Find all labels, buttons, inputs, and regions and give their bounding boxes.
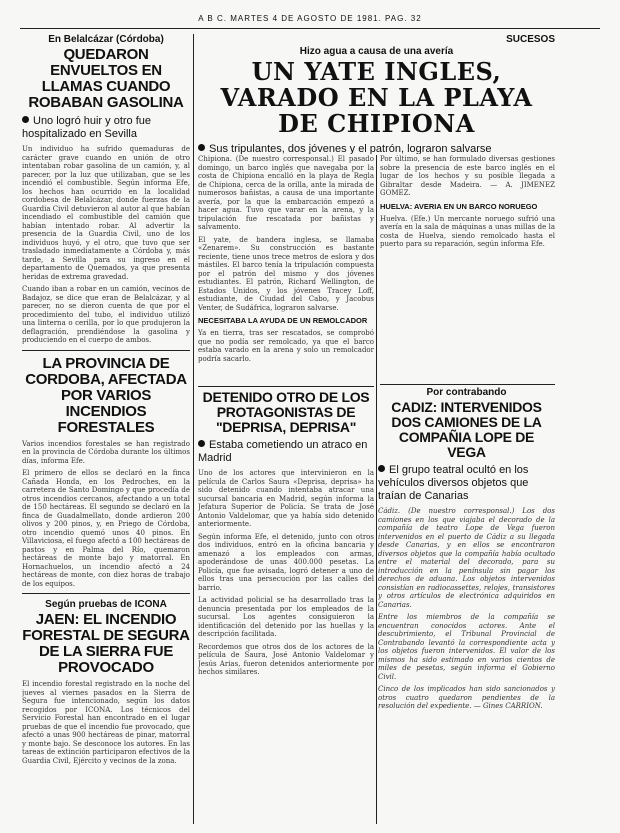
article-kicker: Según pruebas de ICONA xyxy=(45,599,167,610)
article-kicker: Hizo agua a causa de una avería xyxy=(299,46,454,57)
article-bullet xyxy=(22,115,190,141)
bullet-text: Uno logró huir y otro fue hospitalizado en Sevilla xyxy=(22,115,152,140)
article-headline: DETENIDO OTRO DE LOS PROTAGONISTAS DE "DEPRISA, DEPRISA" xyxy=(202,390,370,435)
article-body: Uno de los actores que intervinieron en la película de Carlos Saura «Deprisa, deprisa» ha sido detenido cuando intentaba atracar una sucursal bancaria en Madrid, según informa la Jefatura Superior de Policía. Se trata de José Antonio Valdelomar, que ya había sido detenido anteriormente. xyxy=(198,469,374,528)
article-body: Huelva. (Efe.) Un mercante noruego sufrió una avería en la sala de máquinas a unas millas de la costa de Huelva, siendo remolcado hasta el puerto para su reparación, según informa Efe. xyxy=(380,214,555,248)
article-cordoba-fires xyxy=(22,356,190,589)
article-bullet xyxy=(378,464,555,503)
bullet-text: Estaba cometiendo un atraco en Madrid xyxy=(198,439,368,464)
article-chipiona-header xyxy=(198,46,555,154)
article-headline: JAEN: EL INCENDIO FORESTAL DE SEGURA DE LA SIERRA FUE PROVOCADO xyxy=(22,611,190,676)
column-divider xyxy=(376,155,377,824)
article-cordoba-robbery xyxy=(22,34,190,345)
header-rule xyxy=(20,28,600,29)
article-body: La actividad policial se ha desarrollado tras la denuncia presentada por los empleados de la sucursal. Los agentes consiguieron la identificación del detenido por las huellas y la descripción facilitada. xyxy=(198,596,374,638)
article-body: Cinco de los implicados han sido sancionados y otros cuatro quedaron pendientes de la resolución del expediente. — Gines CARRION. xyxy=(378,685,555,710)
article-bullet xyxy=(198,439,374,465)
bullet-text: Sus tripulantes, dos jóvenes y el patrón, lograron salvarse xyxy=(209,143,492,154)
article-headline: QUEDARON ENVUELTOS EN LLAMAS CUANDO ROBABAN GASOLINA xyxy=(28,46,184,111)
article-deprisa xyxy=(198,390,374,824)
article-bullet xyxy=(198,143,555,154)
article-body: Ya en tierra, tras ser rescatados, se comprobó que no podía ser remolcado, ya que el barco estaba varado en la arena y solo un remolcador podría sacarlo. xyxy=(198,329,374,363)
article-body: Un individuo ha sufrido quemaduras de carácter grave cuando en unión de otro intentaban robar gasolina de un camión, y, al parecer, por la luz que utilizaban, que se les incendió el combustible. Según informa Efe, los hechos han ocurrido en la localidad cordobesa de Belalcázar, donde fuerzas de la Guardia Civil detuvieron al autor al que habían incendiado el combustible del camión que habían intentado robar. Al advertir la presencia de la Guardia Civil, uno de los individuos huyó, y el otro, que tuvo que ser trasladado inmediatamente a Córdoba y, más tarde, a Sevilla para su ingreso en el departamento de Quemados, ya que presenta heridas de extrema gravedad. xyxy=(22,145,190,281)
left-column xyxy=(22,34,190,824)
article-body: Por último, se han formulado diversas gestiones sobre la presencia de este barco inglés en el lugar de los hechos y su posible llegada a Gibraltar desde Madeira. — A. JIMENEZ GOMEZ. xyxy=(380,155,555,197)
article-kicker: Por contrabando xyxy=(426,387,507,398)
article-divider xyxy=(198,386,374,387)
article-body: Según informa Efe, el detenido, junto con otros dos individuos, entró en la oficina bancaria y amenazó a los empleados con armas, apoderándose de unas 400.000 pesetas. La Policía, que fue avisada, logró detener a uno de ellos tras una persecución por las calles del barrio. xyxy=(198,532,374,592)
article-subhead: HUELVA: AVERIA EN UN BARCO NORUEGO xyxy=(380,201,538,211)
article-body: Varios incendios forestales se han registrado en la provincia de Córdoba durante los últimos días, informa Efe. xyxy=(22,439,190,465)
bullet-text: El grupo teatral ocultó en los vehículos diversos objetos que traían de Canarias xyxy=(378,464,529,502)
article-headline: UN YATE INGLES, VARADO EN LA PLAYA DE CHIPIONA xyxy=(220,57,533,138)
bullet-icon xyxy=(198,440,205,447)
column-divider xyxy=(193,34,194,824)
article-headline: CADIZ: INTERVENIDOS DOS CAMIONES DE LA COMPAÑIA LOPE DE VEGA xyxy=(391,399,542,460)
article-subhead: NECESITABA LA AYUDA DE UN REMOLCADOR xyxy=(198,316,368,325)
article-body: El primero de ellos se declaró en la finca Cañada Honda, en los Pedroches, en la carretera de Santo Domingo y que procedía de otros incendios cercanos, afectando a un total de 150 hectáreas. El segundo se declaró en la finca de Guadalmellato, donde ardieron 200 olivos y 200 pinos, y, en Priego de Córdoba, otro incendio quemó unos 40 pinos. En Villaviciosa, el fuego afectó a 100 hectáreas de pastos y en Palma del Río, quemaron hectáreas de monte bajo y matorral. En Hornachuelos, un incendio afectó a 24 hectáreas de monte, con diez horas de trabajo de los equipos. xyxy=(22,469,190,588)
article-chipiona-body-left xyxy=(198,155,374,385)
article-body: Recordemos que otros dos de los actores de la película de Saura, José Antonio Valdelomar y Jesús Arias, fueron detenidos anteriormente por hechos similares. xyxy=(198,642,374,676)
article-kicker: En Belalcázar (Córdoba) xyxy=(48,34,164,45)
article-divider xyxy=(380,384,555,385)
article-divider xyxy=(22,593,190,594)
bullet-icon xyxy=(378,465,385,472)
article-cadiz xyxy=(378,387,555,824)
bullet-icon xyxy=(198,144,205,151)
article-body: Chipiona. (De nuestro corresponsal.) El pasado domingo, un barco inglés que navegaba por la costa de Chipiona encalló en la playa de Regla de Chipiona, cerca de la orilla, ante la mirada de numerosos bañistas, a causa de una importante avería, por la que la embarcación empezó a hacer agua. Tuvo que varar en la arena, y la tripulación fue rescatada por bañistas y salvamento. xyxy=(198,155,374,231)
article-body: El incendio forestal registrado en la noche del jueves al viernes pasados en la Sierra de Segura fue intencionado, según los datos recogidos por ICONA. Los técnicos del Servicio Forestal han encontrado en el lugar pruebas de que el incendio fue provocado, que afectó a unas 900 hectáreas de pinar, matorral y monte bajo. Se desconoce los autores. En las tareas de extinción participaron efectivos de la Guardia Civil, Ejército y vecinos de la zona. xyxy=(22,680,190,765)
article-body: Cuando iban a robar en un camión, vecinos de Badajoz, se dice que eran de Belalcázar, y al parecer, no se dieron cuenta de que por el procedimiento del tubo, el individuo utilizó una linterna o cerilla, por lo que produjeron la deflagración, prendiéndose la gasolina y produciendo en el cuerpo de ambos. xyxy=(22,285,190,344)
article-jaen-fire xyxy=(22,599,190,765)
article-body: El yate, de bandera inglesa, se llamaba «Zenarem». Su construcción es bastante reciente, tiene unos trece metros de eslora y dos mástiles. El barco tenía la tripulación compuesta por el patrón del mismo y dos jóvenes estudiantes. El patrón, Richard Wellington, de Estados Unidos, y los jóvenes Tracey Loff, estudiante, de Ciudad del Cabo, y Jacobus Venter, de Sudáfrica, lograron salvarse. xyxy=(198,235,374,312)
article-chipiona-body-right xyxy=(380,155,555,383)
article-body: Entre los miembros de la compañía se encuentran conocidos actores. Ante el descubrimiento, el Tribunal Provincial de Contrabando levantó la correspondiente acta y los objetos fueron intervenidos. El valor de los mismos ha sido estimado en varios cientos de miles de pesetas, según informa el Gobierno Civil. xyxy=(378,613,555,681)
article-body: Cádiz. (De nuestro corresponsal.) Los dos camiones en los que viajaba el decorado de la compañía de teatro Lope de Vega fueron intervenidos en el puerto de Cádiz a su llegada desde Canarias, y en ellos se encontraron diversos objetos que la compañía había ocultado entre el material del decorado, para su introducción en la península sin pagar los derechos de aduana. Los objetos intervenidos consistían en radiocassettes, relojes, transistores y otros artículos de electrónica adquiridos en Canarias. xyxy=(378,507,555,609)
bullet-icon xyxy=(22,116,29,123)
article-headline: LA PROVINCIA DE CORDOBA, AFECTADA POR VARIOS INCENDIOS FORESTALES xyxy=(25,354,187,436)
page-header: A B C. MARTES 4 DE AGOSTO DE 1981. PAG. 32 xyxy=(198,14,422,23)
section-label: SUCESOS xyxy=(506,34,555,45)
article-divider xyxy=(22,350,190,351)
